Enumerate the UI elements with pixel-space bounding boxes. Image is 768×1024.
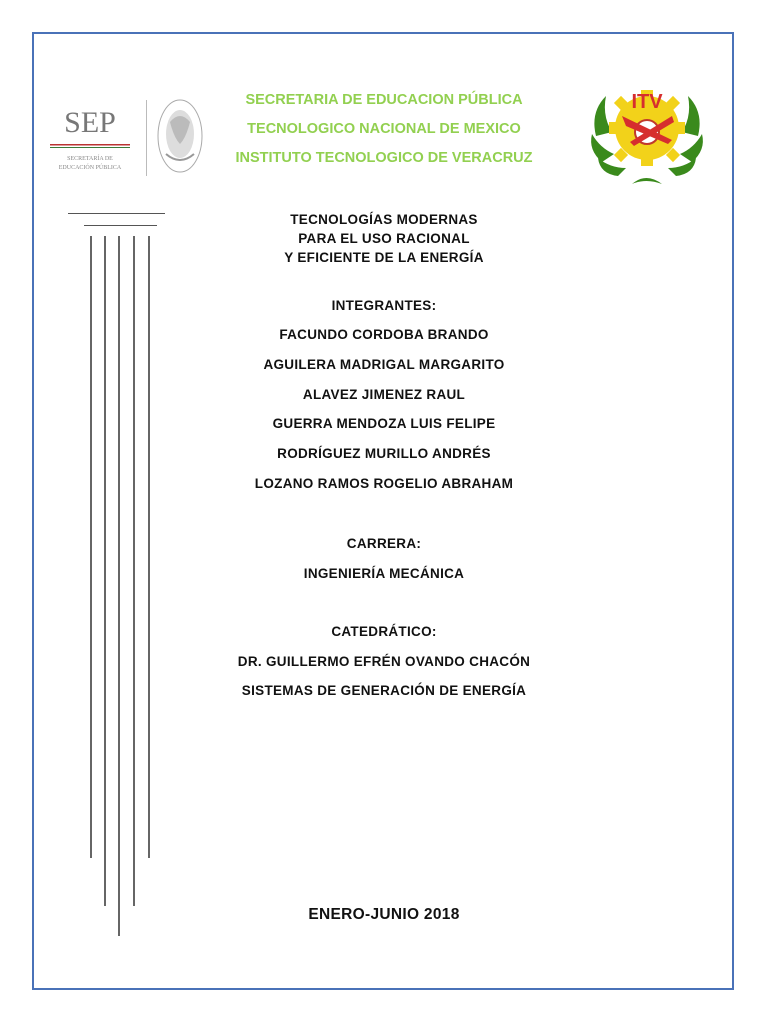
mexico-seal-icon	[158, 100, 202, 172]
title-line: PARA EL USO RACIONAL	[298, 231, 470, 246]
svg-text:SECRETARÍA DE: SECRETARÍA DE	[67, 156, 113, 162]
title-line: Y EFICIENTE DE LA ENERGÍA	[284, 250, 484, 265]
sep-logo	[48, 92, 208, 184]
svg-text:EDUCACIÓN PÚBLICA: EDUCACIÓN PÚBLICA	[58, 165, 122, 171]
member-name: LOZANO RAMOS ROGELIO ABRAHAM	[254, 476, 514, 491]
members-heading: INTEGRANTES:	[331, 298, 437, 313]
career-value: INGENIERÍA MECÁNICA	[303, 566, 465, 581]
member-name: GUERRA MENDOZA LUIS FELIPE	[272, 416, 496, 431]
member-name: AGUILERA MADRIGAL MARGARITO	[263, 357, 505, 372]
svg-text:ITV: ITV	[631, 91, 663, 113]
member-name: FACUNDO CORDOBA BRANDO	[279, 327, 489, 342]
svg-text:SEP: SEP	[64, 106, 116, 139]
subject-name: SISTEMAS DE GENERACIÓN DE ENERGÍA	[241, 683, 527, 698]
document-title	[180, 210, 588, 267]
title-line: TECNOLOGÍAS MODERNAS	[290, 212, 478, 227]
period-date: ENERO-JUNIO 2018	[308, 906, 460, 923]
career-heading: CARRERA:	[346, 536, 422, 551]
member-name: ALAVEZ JIMENEZ RAUL	[302, 387, 466, 402]
professor-heading: CATEDRÁTICO:	[331, 624, 437, 639]
institution-line-tecnm: TECNOLOGICO NACIONAL DE MEXICO	[247, 121, 521, 137]
itv-logo	[582, 76, 712, 192]
institution-line-sep: SECRETARIA DE EDUCACION PÚBLICA	[245, 92, 523, 108]
member-name: RODRÍGUEZ MURILLO ANDRÉS	[277, 446, 491, 461]
institution-line-itv: INSTITUTO TECNOLOGICO DE VERACRUZ	[235, 150, 533, 166]
professor-name: DR. GUILLERMO EFRÉN OVANDO CHACÓN	[237, 654, 531, 669]
